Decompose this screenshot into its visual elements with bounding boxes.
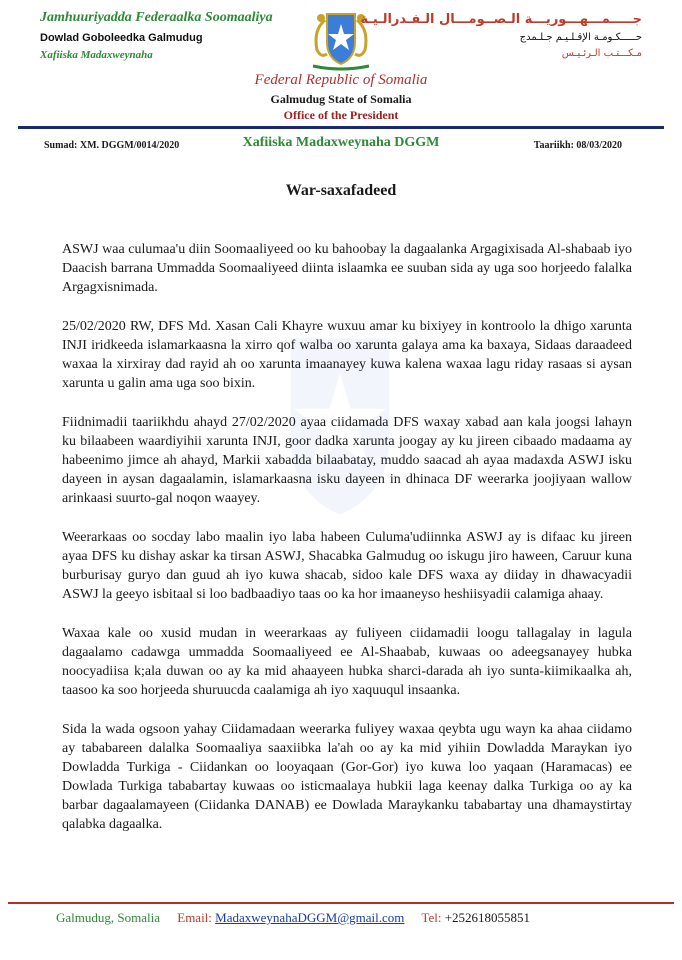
federal-republic-english: Federal Republic of Somalia xyxy=(254,72,428,88)
footer xyxy=(56,910,530,926)
letterhead-center xyxy=(0,72,682,123)
tel-label: Tel: xyxy=(421,910,442,925)
federal-republic-arabic: جـــــمـــهـــوريـــة الـصــومـــال الـفـدرالـيـة xyxy=(360,12,642,27)
paragraph: Waxaa kale oo xusid mudan in weerarkaas ay fuliyeen ciidamadii loogu tallagalay in lagula dagaalamo cadawga ummadda Soomaaliyeed ee Al-Shaabab, kuwaas oo adeegsanayey hubka noocyadiisa k;ala duwan oo ay ka mid ahaayeen hubka sharci-darada ah iyo sunta-kiimikaalka ah, taasoo ka soo horjeeda shuruucda caalamiga ah iyo xaquuqul insaanka. xyxy=(62,626,632,698)
paragraph: 25/02/2020 RW, DFS Md. Xasan Cali Khayre wuxuu amar ku bixiyey in kontroolo la dhigo xarunta INJI iridkeeda islamarkaasna la xirro qof walba oo xarunta galaya ama ka baxaya, Sidaas daraadeed waxaa la xirxiray dad rayid ah oo xarunta imaanayey kuwa kalena waxaa lagu riday rasaas si aysan xarunta u galin ama uga soo bixin. xyxy=(62,319,632,391)
email-label: Email: xyxy=(177,910,212,925)
office-president-arabic: مـكـــتـب الـرئـيـس xyxy=(561,48,642,59)
galmudug-state-arabic: حـــــكـومـة الإقـلـيـم جـلـمدج xyxy=(519,32,642,43)
document-date: Taariikh: 08/03/2020 xyxy=(533,140,622,151)
office-name: Xafiiska Madaxweynaha DGGM xyxy=(242,135,440,150)
federal-republic-somali: Jamhuuriyadda Federaalka Soomaaliya xyxy=(40,10,273,25)
phone-number: +252618055851 xyxy=(444,910,531,925)
office-president-english: Office of the President xyxy=(283,108,399,122)
galmudug-state-somali: Dowlad Goboleedka Galmudug xyxy=(40,32,203,44)
paragraph: Weerarkaas oo socday labo maalin iyo laba habeen Culuma'udiinnka ASWJ ay is difaac ku jireen ayaa DFS ku dishay askar ka tirsan ASWJ, Shacabka Galmudug oo iskugu jiro haween, Caruur kuna burburisay guryo dan guud ah iyo kuwa shacab, sidoo kale DFS waxa ay diiday in dhawacyadii ASWJ la geeyo isbitaal si loo badbaadiyo taas oo ka hor imaaneyso heshiisyadii calamiga ahaay. xyxy=(62,530,632,602)
paragraph: Fiidnimadii taariikhdu ahayd 27/02/2020 ayaa ciidamada DFS waxay xabad aan kala joogsi lahayn ku bilaabeen waardiyihii xarunta INJI, goor dadka xarunta joogay ay ku jireen cibaado madaama ay habeenimo jimce ah ahayd, Markii xabadda bilaabatay, muddo saacad ah ayaa madaxda ASWJ isku dayeen in aysan dagaalamin, islamarkaasna isku dayeen in dhinaca DF weerarka joojiyaan wallow arinkaasi suurto-gal noqon waayey. xyxy=(62,415,632,506)
paragraph: Sida la wada ogsoon yahay Ciidamadaan weerarka fuliyey waxaa qeybta ugu wayn ka ahaa ciidamo ay tababareen dalalka Soomaaliya saaxiibka la'ah oo ay ka mid yihiin Dowladda Maraykan iyo Dowladda Turkiga - Ciidankan oo looyaqaan (Gor-Gor) iyo kuwa loo yaqaan (Haramacas) ee Dowlada Turkiga tababartay kuwaas oo isticmaalaya hubkii laga keenay dalka Turkiga oo ay ka barbar dagaalamayeen (Ciidanka DANAB) ee Dowlada Maraykanku tababartay una dhamaystirtay qalabka dagaalka. xyxy=(62,722,632,832)
office-president-somali: Xafiiska Madaxweynaha xyxy=(40,49,153,61)
header-divider xyxy=(18,126,664,129)
press-release-body xyxy=(62,240,632,854)
reference-number: Sumad: XM. DGGM/0014/2020 xyxy=(44,140,180,151)
document-title: War-saxafadeed xyxy=(285,182,397,199)
footer-divider xyxy=(8,902,674,904)
letterhead-left xyxy=(40,10,273,61)
letterhead-right xyxy=(361,12,642,59)
paragraph: ASWJ waa culumaa'u diin Soomaaliyeed oo ku bahoobay la dagaalanka Argagixisada Al-shabaab iyo Daacish barrana Ummadda Soomaaliyeed diinta islaamka ee suuban sida ay uga soo horjeedo falalka Argagxisnimada. xyxy=(62,242,632,295)
email-link[interactable]: MadaxweynahaDGGM@gmail.com xyxy=(215,910,405,925)
galmudug-state-english: Galmudug State of Somalia xyxy=(270,92,412,106)
footer-location: Galmudug, Somalia xyxy=(56,910,160,925)
